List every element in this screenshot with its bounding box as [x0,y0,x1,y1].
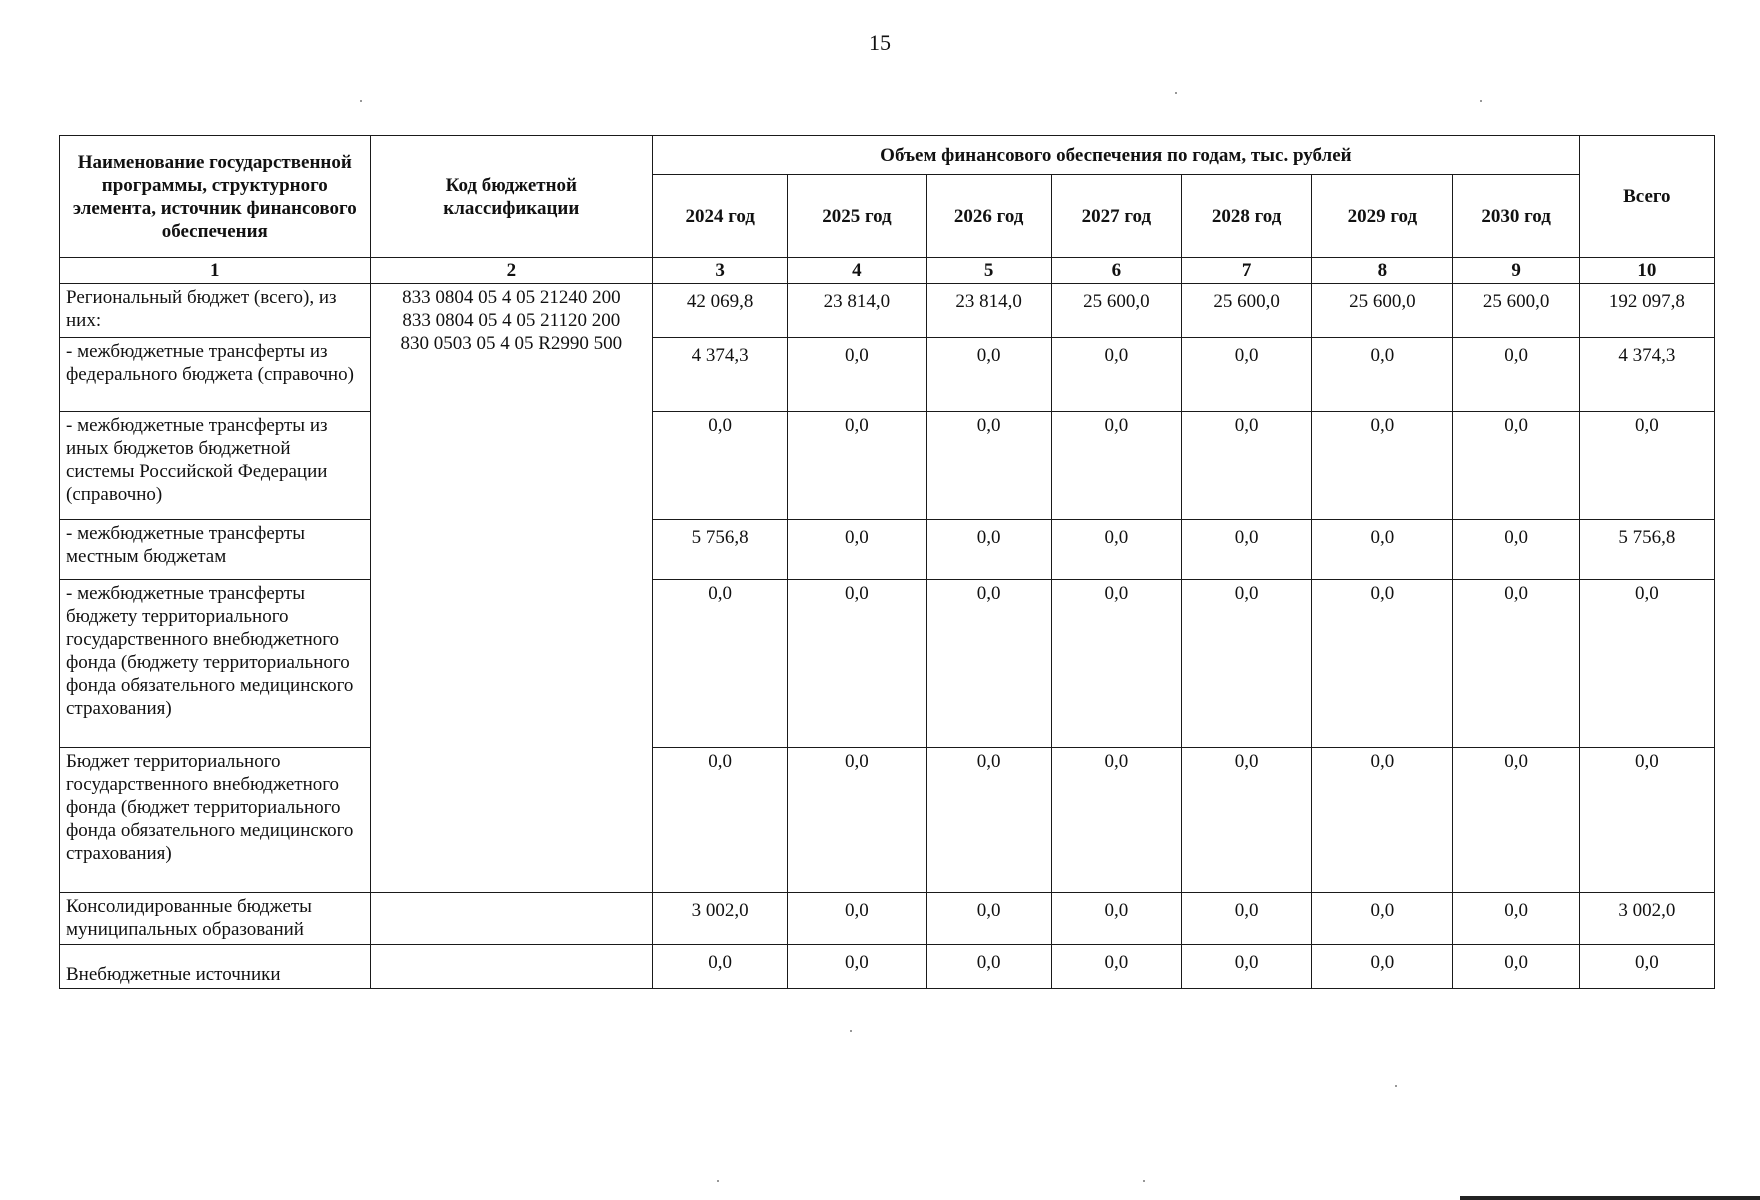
value-cell: 0,0 [1312,412,1453,520]
value-cell: 25 600,0 [1453,284,1579,338]
row-name: Региональный бюджет (всего), из них: [60,284,371,338]
header-code: Код бюджетной классификации [370,136,653,258]
table-row [60,580,1715,748]
value-cell: 0,0 [653,748,788,893]
value-cell: 25 600,0 [1182,284,1312,338]
scan-speck [360,100,362,102]
value-cell: 0,0 [1453,412,1579,520]
table-row [60,893,1715,945]
value-cell: 0,0 [788,412,926,520]
value-cell: 0,0 [926,945,1051,989]
column-number: 5 [926,258,1051,284]
value-cell: 0,0 [926,412,1051,520]
value-cell: 0,0 [926,338,1051,412]
total-cell: 0,0 [1579,945,1714,989]
value-cell: 0,0 [1312,748,1453,893]
scan-speck [717,1180,719,1182]
row-name: Консолидированные бюджеты муниципальных образований [60,893,371,945]
empty-code-cell [370,945,653,989]
header-total: Всего [1579,136,1714,258]
table-row [60,520,1715,580]
table-row [60,412,1715,520]
value-cell: 0,0 [653,945,788,989]
value-cell: 0,0 [1182,520,1312,580]
row-name: Бюджет территориального государственного внебюджетного фонда (бюджет территориального фонда обязательного медицинского страхования) [60,748,371,893]
value-cell: 3 002,0 [653,893,788,945]
value-cell: 0,0 [926,520,1051,580]
column-number: 10 [1579,258,1714,284]
column-number: 8 [1312,258,1453,284]
total-cell: 0,0 [1579,748,1714,893]
value-cell: 0,0 [1182,412,1312,520]
budget-code: 833 0804 05 4 05 21240 200 [402,287,621,308]
header-volume: Объем финансового обеспечения по годам, тыс. рублей [653,136,1580,175]
scan-speck [1143,1180,1145,1182]
value-cell: 0,0 [1051,520,1181,580]
value-cell: 0,0 [1453,520,1579,580]
header-year: 2028 год [1182,175,1312,258]
value-cell: 0,0 [1453,945,1579,989]
value-cell: 0,0 [788,580,926,748]
value-cell: 0,0 [788,748,926,893]
value-cell: 0,0 [1453,580,1579,748]
value-cell: 0,0 [1453,893,1579,945]
financing-table [59,135,1715,989]
column-number: 3 [653,258,788,284]
header-year: 2029 год [1312,175,1453,258]
value-cell: 25 600,0 [1312,284,1453,338]
value-cell: 5 756,8 [653,520,788,580]
value-cell: 25 600,0 [1051,284,1181,338]
value-cell: 0,0 [1182,338,1312,412]
total-cell: 4 374,3 [1579,338,1714,412]
table-row [60,748,1715,893]
value-cell: 0,0 [1312,945,1453,989]
value-cell: 0,0 [788,338,926,412]
budget-code: 833 0804 05 4 05 21120 200 [402,310,621,331]
header-year: 2024 год [653,175,788,258]
value-cell: 23 814,0 [788,284,926,338]
value-cell: 0,0 [1182,893,1312,945]
value-cell: 0,0 [653,412,788,520]
value-cell: 0,0 [653,580,788,748]
row-name: Внебюджетные источники [60,945,371,989]
header-year: 2025 год [788,175,926,258]
empty-code-cell [370,893,653,945]
row-name: - межбюджетные трансферты из иных бюджетов бюджетной системы Российской Федерации (справочно) [60,412,371,520]
scan-speck [1395,1085,1397,1087]
total-cell: 5 756,8 [1579,520,1714,580]
value-cell: 0,0 [1453,748,1579,893]
value-cell: 42 069,8 [653,284,788,338]
header-year: 2030 год [1453,175,1579,258]
scan-edge-line [1460,1196,1760,1200]
value-cell: 0,0 [1051,580,1181,748]
value-cell: 0,0 [1312,520,1453,580]
header-year: 2027 год [1051,175,1181,258]
value-cell: 0,0 [1051,945,1181,989]
total-cell: 0,0 [1579,412,1714,520]
value-cell: 0,0 [926,748,1051,893]
header-year: 2026 год [926,175,1051,258]
total-cell: 3 002,0 [1579,893,1714,945]
value-cell: 0,0 [926,893,1051,945]
table-row [60,284,1715,338]
table-row [60,338,1715,412]
value-cell: 0,0 [1051,412,1181,520]
row-name: - межбюджетные трансферты местным бюджетам [60,520,371,580]
page-number: 15 [869,30,891,55]
column-number: 1 [60,258,371,284]
value-cell: 23 814,0 [926,284,1051,338]
table-row [60,945,1715,989]
budget-code-cell [370,284,653,893]
scan-speck [850,1030,852,1032]
value-cell: 0,0 [1453,338,1579,412]
value-cell: 0,0 [788,520,926,580]
budget-code: 830 0503 05 4 05 R2990 500 [400,333,623,354]
total-cell: 192 097,8 [1579,284,1714,338]
column-number: 6 [1051,258,1181,284]
value-cell: 0,0 [1312,338,1453,412]
scan-speck [1175,92,1177,94]
header-row-1 [60,136,1715,175]
value-cell: 0,0 [1182,945,1312,989]
value-cell: 0,0 [1051,338,1181,412]
value-cell: 0,0 [1051,748,1181,893]
column-numbers-row [60,258,1715,284]
value-cell: 0,0 [1182,580,1312,748]
value-cell: 0,0 [788,893,926,945]
header-name: Наименование государственной программы, структурного элемента, источник финансового обеспечения [60,136,371,258]
value-cell: 4 374,3 [653,338,788,412]
scan-speck [1480,100,1482,102]
value-cell: 0,0 [926,580,1051,748]
column-number: 9 [1453,258,1579,284]
column-number: 7 [1182,258,1312,284]
value-cell: 0,0 [788,945,926,989]
total-cell: 0,0 [1579,580,1714,748]
value-cell: 0,0 [1312,580,1453,748]
value-cell: 0,0 [1182,748,1312,893]
row-name: - межбюджетные трансферты из федерального бюджета (справочно) [60,338,371,412]
column-number: 4 [788,258,926,284]
column-number: 2 [370,258,653,284]
row-name: - межбюджетные трансферты бюджету территориального государственного внебюджетного фонда (бюджету территориального фонда обязательного медицинского страхования) [60,580,371,748]
value-cell: 0,0 [1051,893,1181,945]
value-cell: 0,0 [1312,893,1453,945]
